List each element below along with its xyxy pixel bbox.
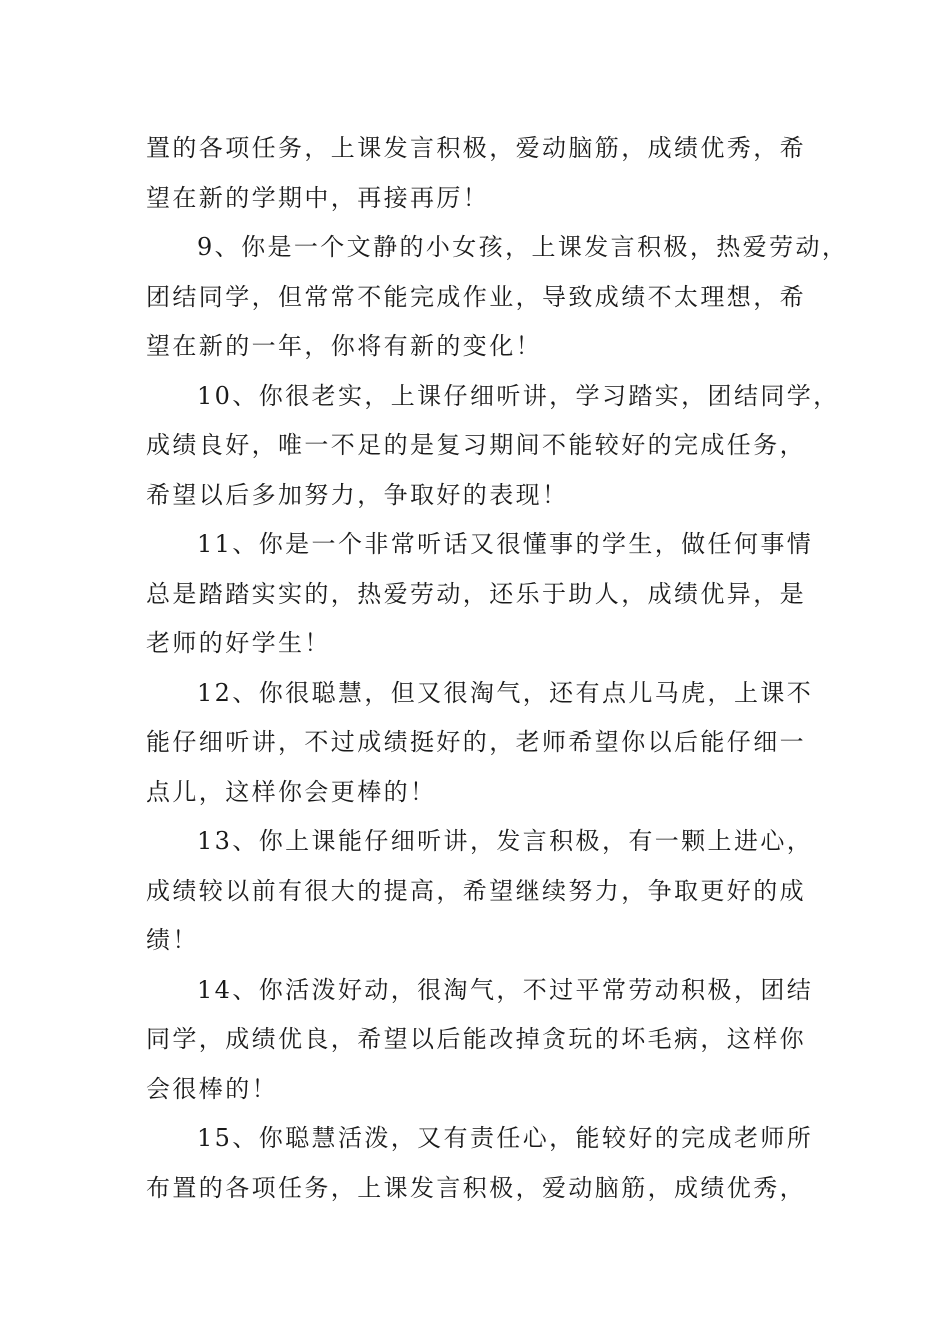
- text-line: 团结同学，但常常不能完成作业，导致成绩不太理想，希: [146, 282, 806, 311]
- text-line: 老师的好学生！: [146, 629, 331, 657]
- text-line: 同学，成绩优良，希望以后能改掉贪玩的坏毛病，这样你: [146, 1025, 806, 1053]
- text-line: 总是踏踏实实的，热爱劳动，还乐于助人，成绩优异，是: [146, 579, 806, 608]
- text-line: 10、你很老实，上课仔细听讲，学习踏实，团结同学，: [197, 381, 840, 410]
- paragraph-item-12: [146, 669, 836, 818]
- text-line: 13、你上课能仔细听讲，发言积极，有一颗上进心，: [197, 827, 814, 855]
- text-line: 11、你是一个非常听话又很懂事的学生，做任何事情: [197, 530, 814, 558]
- text-line: 布置的各项任务，上课发言积极，爱动脑筋，成绩优秀，: [146, 1173, 806, 1202]
- paragraph-continuation: [146, 124, 836, 223]
- text-line: 希望以后多加努力，争取好的表现！: [146, 480, 569, 509]
- text-line: 置的各项任务，上课发言积极，爱动脑筋，成绩优秀，希: [146, 134, 806, 162]
- paragraph-item-11: [146, 520, 836, 669]
- paragraph-item-10: [146, 372, 840, 521]
- text-line: 15、你聪慧活泼，又有责任心，能较好的完成老师所: [197, 1124, 814, 1152]
- text-line: 能仔细听讲，不过成绩挺好的，老师希望你以后能仔细一: [146, 728, 806, 756]
- text-line: 成绩较以前有很大的提高，希望继续努力，争取更好的成: [146, 876, 806, 905]
- paragraph-item-13: [146, 817, 836, 966]
- text-line: 12、你很聪慧，但又很淘气，还有点儿马虎，上课不: [197, 678, 814, 707]
- text-line: 点儿，这样你会更棒的！: [146, 777, 437, 806]
- text-line: 绩！: [146, 926, 199, 954]
- text-line: 9、你是一个文静的小女孩，上课发言积极，热爱劳动，: [197, 233, 849, 261]
- text-line: 14、你活泼好动，很淘气，不过平常劳动积极，团结: [197, 975, 814, 1004]
- text-line: 会很棒的！: [146, 1074, 278, 1103]
- text-line: 望在新的学期中，再接再厉！: [146, 183, 490, 212]
- document-body: [146, 124, 849, 1213]
- paragraph-item-9: [146, 223, 849, 372]
- text-line: 望在新的一年，你将有新的变化！: [146, 332, 542, 360]
- paragraph-item-14: [146, 966, 836, 1115]
- text-line: 成绩良好，唯一不足的是复习期间不能较好的完成任务，: [146, 431, 806, 459]
- paragraph-item-15: [146, 1114, 836, 1213]
